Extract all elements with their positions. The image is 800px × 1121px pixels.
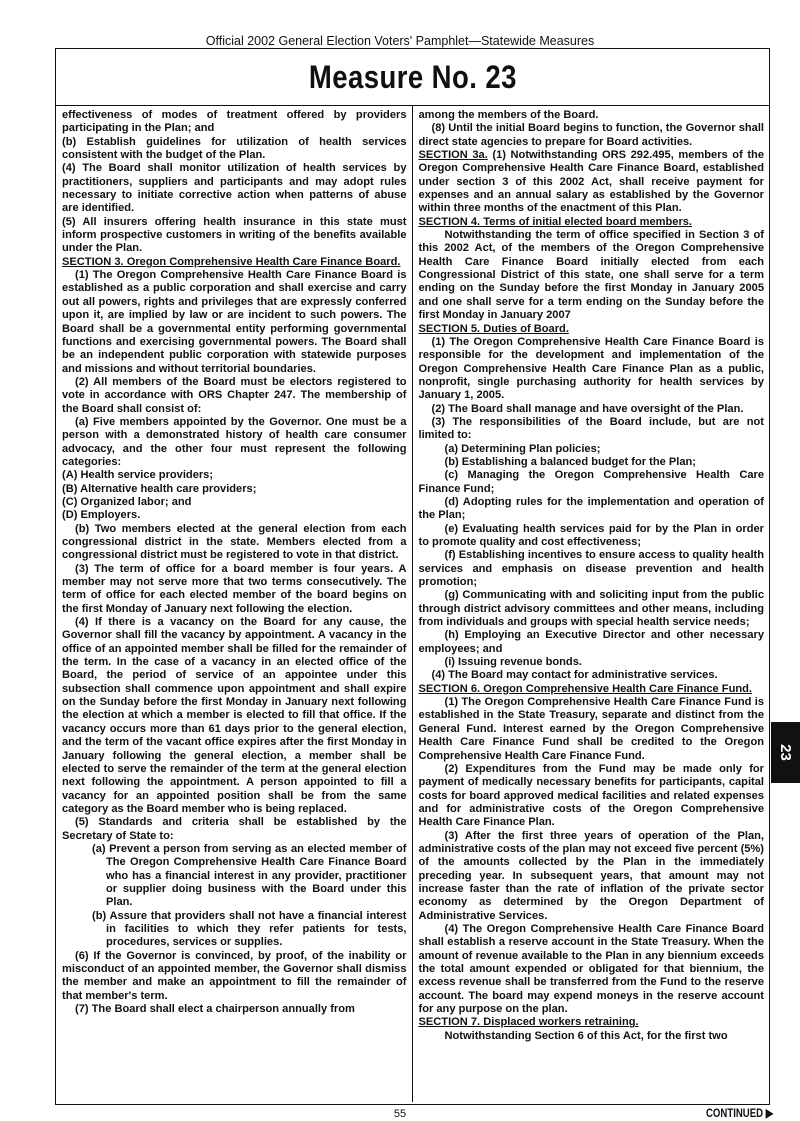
paragraph: (a) Five members appointed by the Governor. One must be a person with a demonstrated history of health care consumer advocacy, and the other four must represent the following categories:: [62, 415, 407, 468]
left-column: [56, 106, 413, 1102]
paragraph: (2) All members of the Board must be electors registered to vote in accordance with ORS Chapter 247. The membership of the Board shall consist of:: [62, 375, 407, 415]
paragraph: (b) Establishing a balanced budget for the Plan;: [444, 455, 696, 468]
paragraph: (6) If the Governor is convinced, by proof, of the inability or misconduct of an appointed member, the Governor shall dismiss the member and make an appointment to fill the remainder of that member's term.: [62, 949, 407, 1002]
paragraph: (1) The Oregon Comprehensive Health Care Finance Board is established as a public corporation and shall exercise and carry out all powers, rights and privileges that are expressly conferred upon it, are implied by law or are incident to such powers. The Board shall be a governmental entity performing governmental functions and exercising governmental powers. The Board shall be an independent public corporation with statewide purposes and missions and without territorial boundaries.: [62, 269, 407, 375]
continued-label: CONTINUED ▶: [706, 1106, 774, 1120]
paragraph: (D) Employers.: [62, 509, 141, 522]
paragraph: (3) The term of office for a board member is four years. A member may not serve more that two terms consecutively. The term of office for each elected member of the board begins on the first Monday of January next following the election.: [62, 562, 407, 615]
paragraph: (5) Standards and criteria shall be established by the Secretary of State to:: [62, 816, 407, 842]
paragraph: (c) Managing the Oregon Comprehensive Health Care Finance Fund;: [418, 469, 764, 495]
paragraph: (B) Alternative health care providers;: [62, 482, 257, 495]
paragraph: (h) Employing an Executive Director and other necessary employees; and: [418, 629, 764, 655]
paragraph: among the members of the Board.: [418, 109, 599, 121]
paragraph: (a) Prevent a person from serving as an elected member of The Oregon Comprehensive Health Care Finance Board who has a financial interest in any provider, practitioner or supplier doing business with the Board under this Plan.: [92, 842, 407, 909]
paragraph: (4) The Oregon Comprehensive Health Care Finance Board shall establish a reserve account in the State Treasury. When the amount of revenue available to the Plan in any biennium exceeds the total amount expended or obligated for that biennium, the excess revenue shall be transferred from the Fund to the reserve account. The board may expend moneys in the reserve account for any purpose on the plan.: [418, 922, 764, 1016]
paragraph: (e) Evaluating health services paid for by the Plan in order to promote quality and cost effectiveness;: [418, 522, 764, 548]
paragraph: (4) If there is a vacancy on the Board for any cause, the Governor shall fill the vacancy by appointment. A vacancy in the office of an appointed member shall be filled for the remainder of the term. In the case of a vacancy in an elected office of the Board, the period of service of an appointee under this subsection shall commence upon appointment and shall expire on the Sunday before the first Monday in January next following the election at which a member is elected to fill that office. If the vacancy occurs more than 61 days prior to the general election, and the term of the vacant office expires after the first Monday in January following the general election, a member shall be elected to serve the remainder of the term at the general election next following the appointment. A person appointed to fill a vacancy for an appointed position shall be from the same category as the Board member who is being replaced.: [62, 616, 407, 815]
paragraph: (C) Organized labor; and: [62, 495, 192, 508]
paragraph: (A) Health service providers;: [62, 469, 214, 482]
paragraph: Notwithstanding the term of office specified in Section 3 of this 2002 Act, of the members of the Oregon Comprehensive Health Care Finance Board initially elected from each Congressional District of this state, one shall serve for a term ending on the Sunday before the first Monday in January 2005 and one shall serve for a term ending on the Sunday before the first Monday in January 2007: [418, 229, 764, 322]
section-heading: SECTION 3a.: [418, 149, 488, 162]
paragraph: (b) Establish guidelines for utilization of health services consistent with the budget of the Plan.: [62, 135, 407, 162]
paragraph: (b) Assure that providers shall not have a financial interest in facilities to which they refer patients for tests, procedures, services or supplies.: [92, 909, 407, 949]
right-column: [413, 106, 770, 1102]
paragraph: (1) The Oregon Comprehensive Health Care Finance Board is responsible for the development and implementation of the Oregon Comprehensive Health Care Finance Plan as a public, nonprofit, single purchasing authority for health services by January 1, 2005.: [418, 335, 764, 402]
paragraph: (2) The Board shall manage and have oversight of the Plan.: [431, 402, 744, 415]
paragraph: (4) The Board may contact for administrative services.: [431, 669, 718, 682]
measure-frame: [55, 48, 770, 1105]
paragraph: (1) The Oregon Comprehensive Health Care Finance Fund is established in the State Treasury, separate and distinct from the General Fund. Interest earned by the Oregon Comprehensive Health Care Finance Fund shall be credited to the Oregon Comprehensive Health Care Finance Fund.: [418, 696, 764, 762]
title-box: [56, 49, 769, 106]
section-heading: SECTION 3. Oregon Comprehensive Health Care Finance Board.: [62, 255, 401, 268]
paragraph: (2) Expenditures from the Fund may be made only for payment of medically necessary benefits for participants, capital costs for board approved medical facilities and related expenses and for administrative costs of the Oregon Comprehensive Health Care Finance Plan.: [418, 762, 764, 829]
measure-title: Measure No. 23: [308, 58, 517, 95]
paragraph: (7) The Board shall elect a chairperson annually from: [75, 1003, 355, 1016]
page-header: Official 2002 General Election Voters' Pamphlet—Statewide Measures: [205, 34, 595, 48]
paragraph: (f) Establishing incentives to ensure access to quality health services and emphasis on disease prevention and health promotion;: [418, 549, 764, 589]
page-number: 55: [393, 1108, 407, 1120]
paragraph: (8) Until the initial Board begins to function, the Governor shall direct state agencies to prepare for Board activities.: [418, 122, 764, 148]
paragraph: (d) Adopting rules for the implementation and operation of the Plan;: [418, 495, 764, 522]
section-heading: SECTION 7. Displaced workers retraining.: [418, 1016, 639, 1029]
section-heading: SECTION 4. Terms of initial elected board members.: [418, 215, 693, 228]
section-heading: SECTION 5. Duties of Board.: [418, 322, 569, 335]
paragraph: (i) Issuing revenue bonds.: [444, 656, 582, 669]
paragraph: (g) Communicating with and soliciting input from the public through district advisory committees and other means, including from individuals and groups with special health service needs;: [418, 589, 764, 629]
section-heading: SECTION 6. Oregon Comprehensive Health Care Finance Fund.: [418, 682, 752, 695]
paragraph: effectiveness of modes of treatment offered by providers participating in the Plan; and: [62, 109, 407, 135]
paragraph: [419, 149, 765, 216]
paragraph: (3) After the first three years of operation of the Plan, administrative costs of the plan may not exceed five percent (5%) of the amounts collected by the Plan in the immediately preceding year. In subsequent years, that amount may not increase faster than the rate of inflation of the private sector economy as determined by the Oregon Department of Administrative Services.: [418, 829, 764, 922]
paragraph: (a) Determining Plan policies;: [444, 442, 601, 455]
paragraph: Notwithstanding Section 6 of this Act, for the first two: [444, 1029, 728, 1042]
paragraph: (b) Two members elected at the general election from each congressional district in the state. Members elected from a congressional district must be registered to vote in that district.: [62, 522, 407, 562]
paragraph: (3) The responsibilities of the Board include, but are not limited to:: [418, 415, 764, 442]
measure-side-tab: 23: [771, 722, 800, 783]
text-columns: [56, 106, 769, 1102]
paragraph: (5) All insurers offering health insurance in this state must inform prospective customers in writing of the benefits available under the Plan.: [62, 215, 407, 255]
paragraph: (4) The Board shall monitor utilization of health services by practitioners, suppliers and participants and may adopt rules necessary to initiate corrective action when patterns of abuse are identified.: [62, 162, 407, 215]
paragraph-text: (1) Notwithstanding ORS 292.495, members of the Oregon Comprehensive Health Care Finance Board, established under section 3 of this 2002 Act, shall receive payment for expenses and an annual salary as established by the Governor within three months of the enactment of this Plan.: [418, 149, 764, 215]
